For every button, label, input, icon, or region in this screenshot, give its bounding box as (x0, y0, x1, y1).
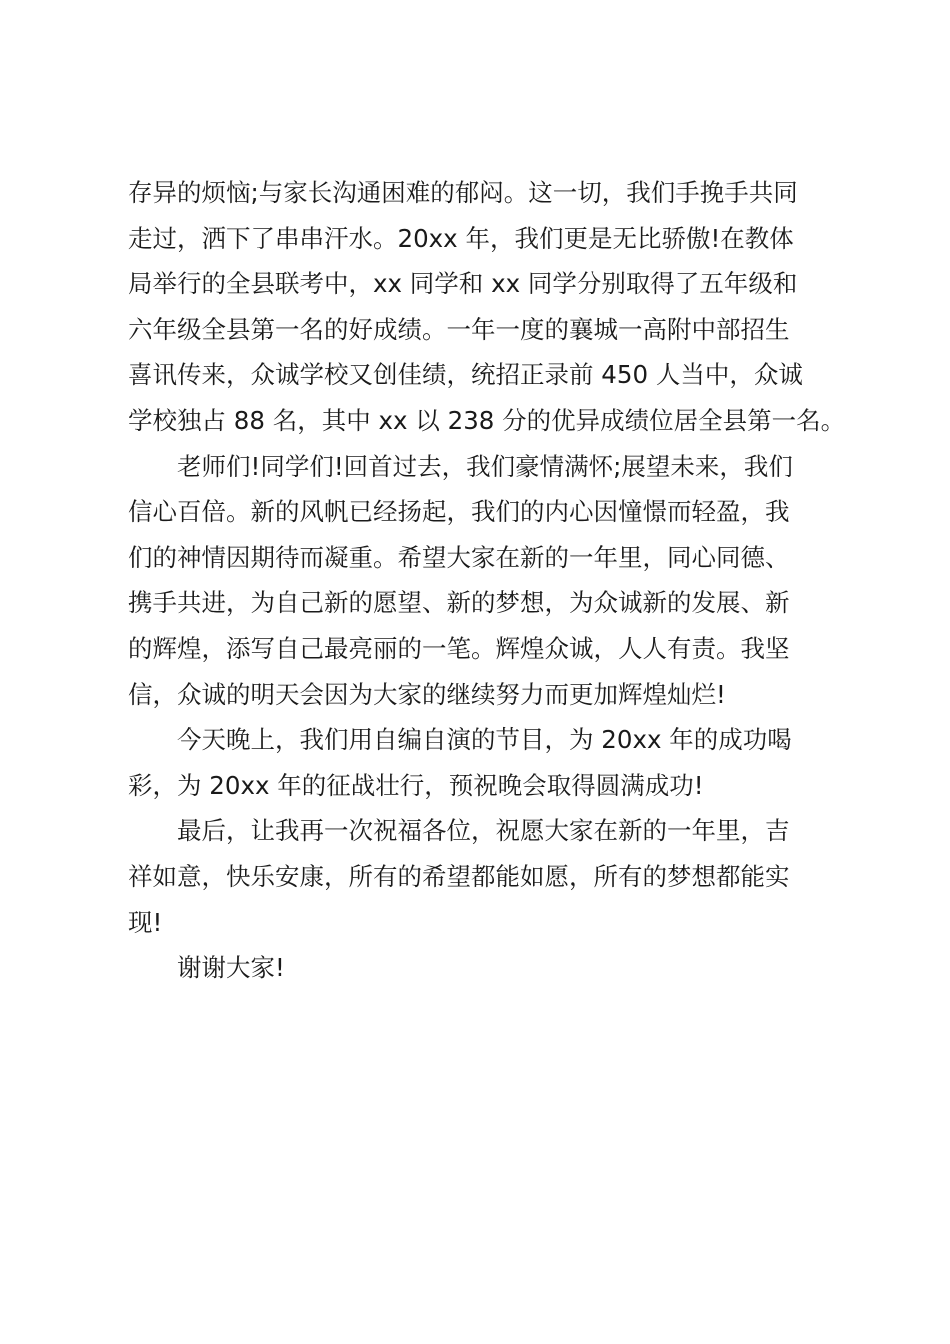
text-line: 信心百倍。新的风帆已经扬起，我们的内心因憧憬而轻盈，我 (128, 497, 790, 527)
text-line: 祥如意，快乐安康，所有的希望都能如愿，所有的梦想都能实 (128, 861, 790, 891)
text-line: 局举行的全县联考中，xx 同学和 xx 同学分别取得了五年级和 (128, 269, 798, 299)
text-line: 存异的烦恼;与家长沟通困难的郁闷。这一切，我们手挽手共同 (128, 178, 798, 207)
document-body (128, 170, 846, 991)
text-line: 最后，让我再一次祝福各位，祝愿大家在新的一年里，吉 (128, 816, 790, 846)
text-line: 的辉煌，添写自己最亮丽的一笔。辉煌众诚，人人有责。我坚 (128, 633, 790, 663)
text-line: 六年级全县第一名的好成绩。一年一度的襄城一高附中部招生 (128, 314, 790, 344)
text-line: 学校独占 88 名，其中 xx 以 238 分的优异成绩位居全县第一名。 (128, 405, 846, 435)
text-line: 们的神情因期待而凝重。希望大家在新的一年里，同心同德、 (128, 542, 790, 572)
text-line: 信，众诚的明天会因为大家的继续努力而更加辉煌灿烂! (128, 679, 726, 709)
text-line: 谢谢大家! (128, 953, 285, 983)
text-line: 老师们!同学们!回首过去，我们豪情满怀;展望未来，我们 (128, 451, 793, 481)
text-line: 喜讯传来，众诚学校又创佳绩，统招正录前 450 人当中，众诚 (128, 360, 803, 390)
text-line: 现! (128, 907, 163, 937)
text-line: 今天晚上，我们用自编自演的节目，为 20xx 年的成功喝 (128, 725, 792, 755)
text-line: 走过，洒下了串串汗水。20xx 年，我们更是无比骄傲!在教体 (128, 223, 794, 253)
text-line: 彩，为 20xx 年的征战壮行，预祝晚会取得圆满成功! (128, 770, 704, 800)
text-line: 携手共进，为自己新的愿望、新的梦想，为众诚新的发展、新 (128, 588, 790, 618)
